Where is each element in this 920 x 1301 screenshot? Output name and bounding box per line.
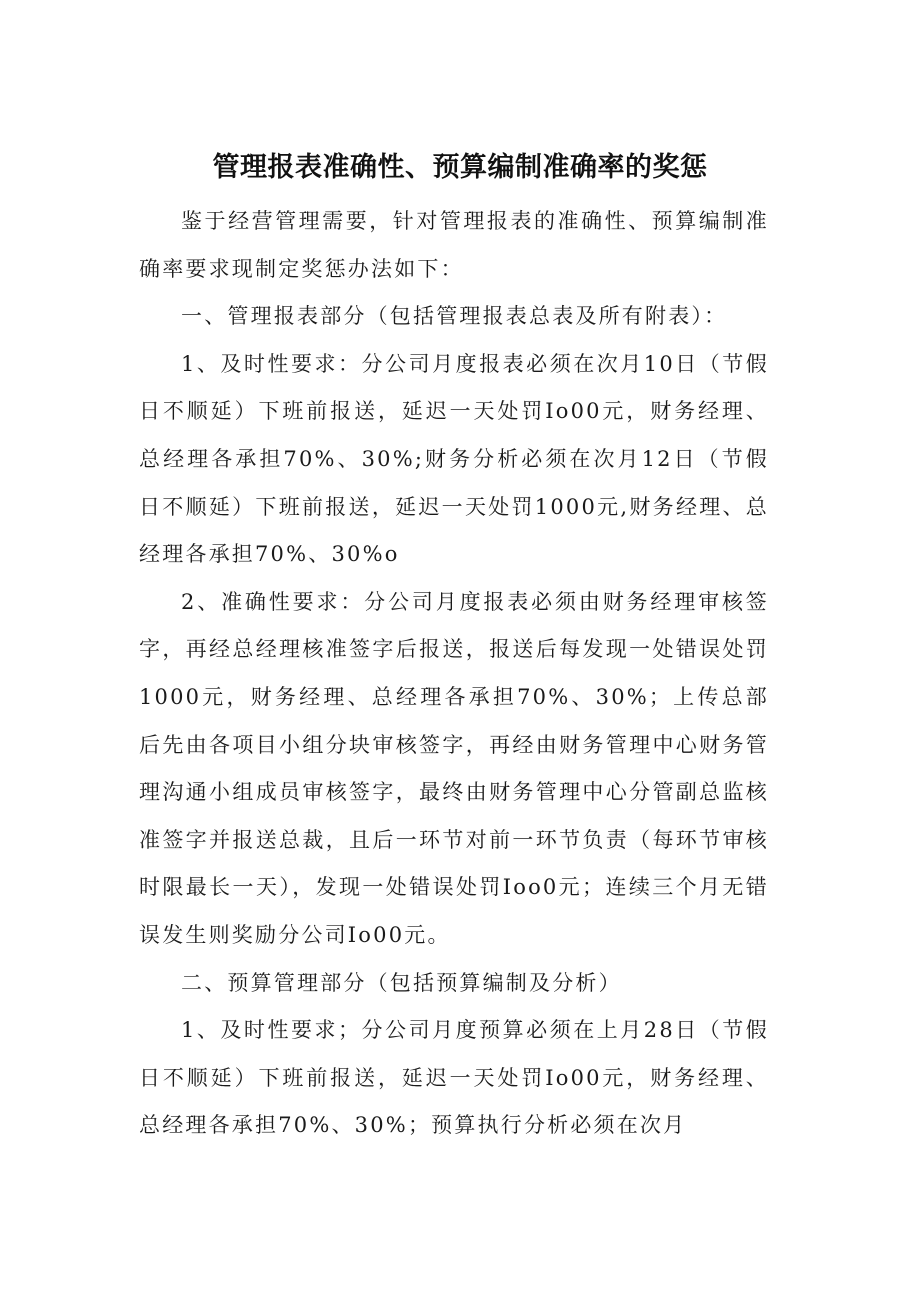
section-heading-management-reports: 一、管理报表部分（包括管理报表总表及所有附表）： bbox=[181, 304, 728, 329]
budget-timeliness-paragraph: 1、及时性要求；分公司月度预算必须在上月28日（节假日不顺延）下班前报送，延迟一天处罚Io00元，财务经理、总经理各承担70%、30%；预算执行分析必须在次月 bbox=[139, 1018, 769, 1138]
report-accuracy-paragraph: 2、准确性要求：分公司月度报表必须由财务经理审核签字，再经总经理核准签字后报送，报送后每发现一处错误处罚1000元，财务经理、总经理各承担70%、30%；上传总部后先由各项目小组分块审核签字，再经由财务管理中心财务管理沟通小组成员审核签字，最终由财务管理中心分管副总监核准签字并报送总裁，且后一环节对前一环节负责（每环节审核时限最长一天），发现一处错误处罚Ioo0元；连续三个月无错误发生则奖励分公司Io00元。 bbox=[139, 589, 769, 947]
document-body bbox=[139, 198, 769, 1150]
intro-paragraph: 鉴于经营管理需要，针对管理报表的准确性、预算编制准确率要求现制定奖惩办法如下： bbox=[139, 209, 769, 281]
section-heading-budget-management: 二、预算管理部分（包括预算编制及分析） bbox=[181, 970, 622, 995]
report-timeliness-paragraph: 1、及时性要求：分公司月度报表必须在次月10日（节假日不顺延）下班前报送，延迟一天处罚Io00元，财务经理、总经理各承担70%、30%;财务分析必须在次月12日（节假日不顺延）下班前报送，延迟一天处罚1000元,财务经理、总经理各承担70%、30%o bbox=[139, 351, 769, 567]
document-title: 管理报表准确性、预算编制准确率的奖惩 bbox=[212, 152, 708, 184]
